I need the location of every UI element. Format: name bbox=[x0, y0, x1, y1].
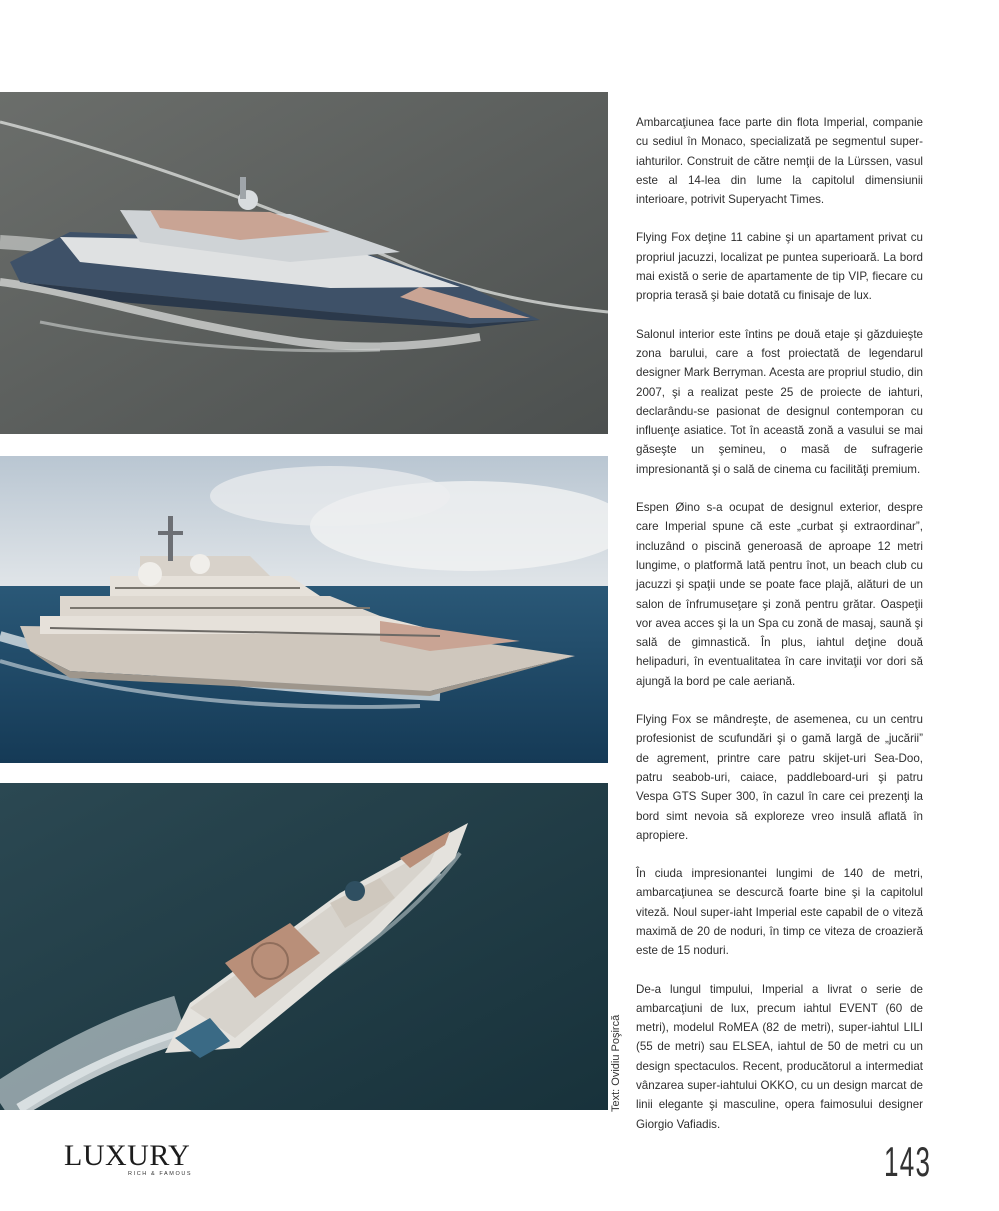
yacht-aerial-side-photo bbox=[0, 92, 608, 434]
article-paragraph: Espen Øino s-a ocupat de designul exterior, despre care Imperial spune că este „curbat şi extraordinar”, incluzând o piscină generoasă de aproape 12 metri lungime, o platformă lată pentru înot, un beach club cu jacuzzi şi spaţii unde se poate face plajă, alături de un salon de înfrumuseţare şi zonă pentru grătar. Oaspeţii vor avea acces şi la un Spa cu zonă de masaj, saună şi sală de gimnastică. În plus, iahtul deţine două helipaduri, în eventualitatea în care invitaţii vor dori să ajungă la bord pe cale aeriană. bbox=[636, 501, 923, 688]
article-paragraph: În ciuda impresionantei lungimi de 140 de metri, ambarcaţiunea se descurcă foarte bine şi la capitolul viteză. Noul super-iaht Imperial este capabil de o viteză maximă de 20 de noduri, în timp ce viteza de croazieră este de 15 noduri. bbox=[636, 867, 923, 958]
yacht-profile-photo bbox=[0, 456, 608, 763]
yacht-top-down-photo bbox=[0, 783, 608, 1110]
photo-credit: Text: Ovidiu Poşircă bbox=[610, 1014, 622, 1112]
article-paragraph: Ambarcaţiunea face parte din flota Imperial, companie cu sediul în Monaco, specializată pe segmentul super-iahturilor. Construit de către nemţii de la Lürssen, vasul este al 14-lea din lume la capitolul dimensiunii interioare, potrivit Superyacht Times. bbox=[636, 116, 923, 207]
page-number: 143 bbox=[884, 1138, 932, 1185]
magazine-logo: LUXURY bbox=[64, 1139, 191, 1172]
article-paragraph: Salonul interior este întins pe două etaje şi găzduieşte zona barului, care a fost proiectată de legendarul designer Mark Berryman. Acesta are propriul studio, din 2007, şi a realizat peste 25 de proiecte de iahturi, declarându-se pasionat de designul contemporan cu influenţe asiatice. Tot în această zonă a vasului se mai găseşte un şemineu, o masă de sufragerie impresionantă şi o sală de cinema cu facilităţi premium. bbox=[636, 327, 923, 476]
article-paragraph: Flying Fox se mândreşte, de asemenea, cu un centru profesionist de scufundări şi o gamă largă de „jucării” de agrement, printre care patru skijet-uri Sea-Doo, patru seabob-uri, caiace, paddleboard-uri şi patru Vespa GTS Super 300, în cazul în care cei prezenţi la bord simt nevoia să exploreze vreo insulă aflată în apropiere. bbox=[636, 713, 923, 842]
article-paragraph: De-a lungul timpului, Imperial a livrat o serie de ambarcaţiuni de lux, precum iahtul EVENT (60 de metri), modelul RoMEA (82 de metri), super-iahtul LILI (55 de metri) sau ELSEA, iahtul de 50 de metri cu un design spectaculos. Recent, producătorul a intermediat vânzarea super-iahtului OKKO, cu un design marcat de linii elegante şi masculine, opera faimosului designer Giorgio Vafiadis. bbox=[636, 982, 923, 1131]
article-paragraph: Flying Fox deţine 11 cabine şi un apartament privat cu propriul jacuzzi, localizat pe puntea superioară. La bord mai există o serie de apartamente de tip VIP, fiecare cu propria terasă şi baie dotată cu finisaje de lux. bbox=[636, 231, 923, 303]
magazine-logo-tagline: RICH & FAMOUS bbox=[128, 1171, 193, 1177]
article-body bbox=[636, 113, 923, 1153]
